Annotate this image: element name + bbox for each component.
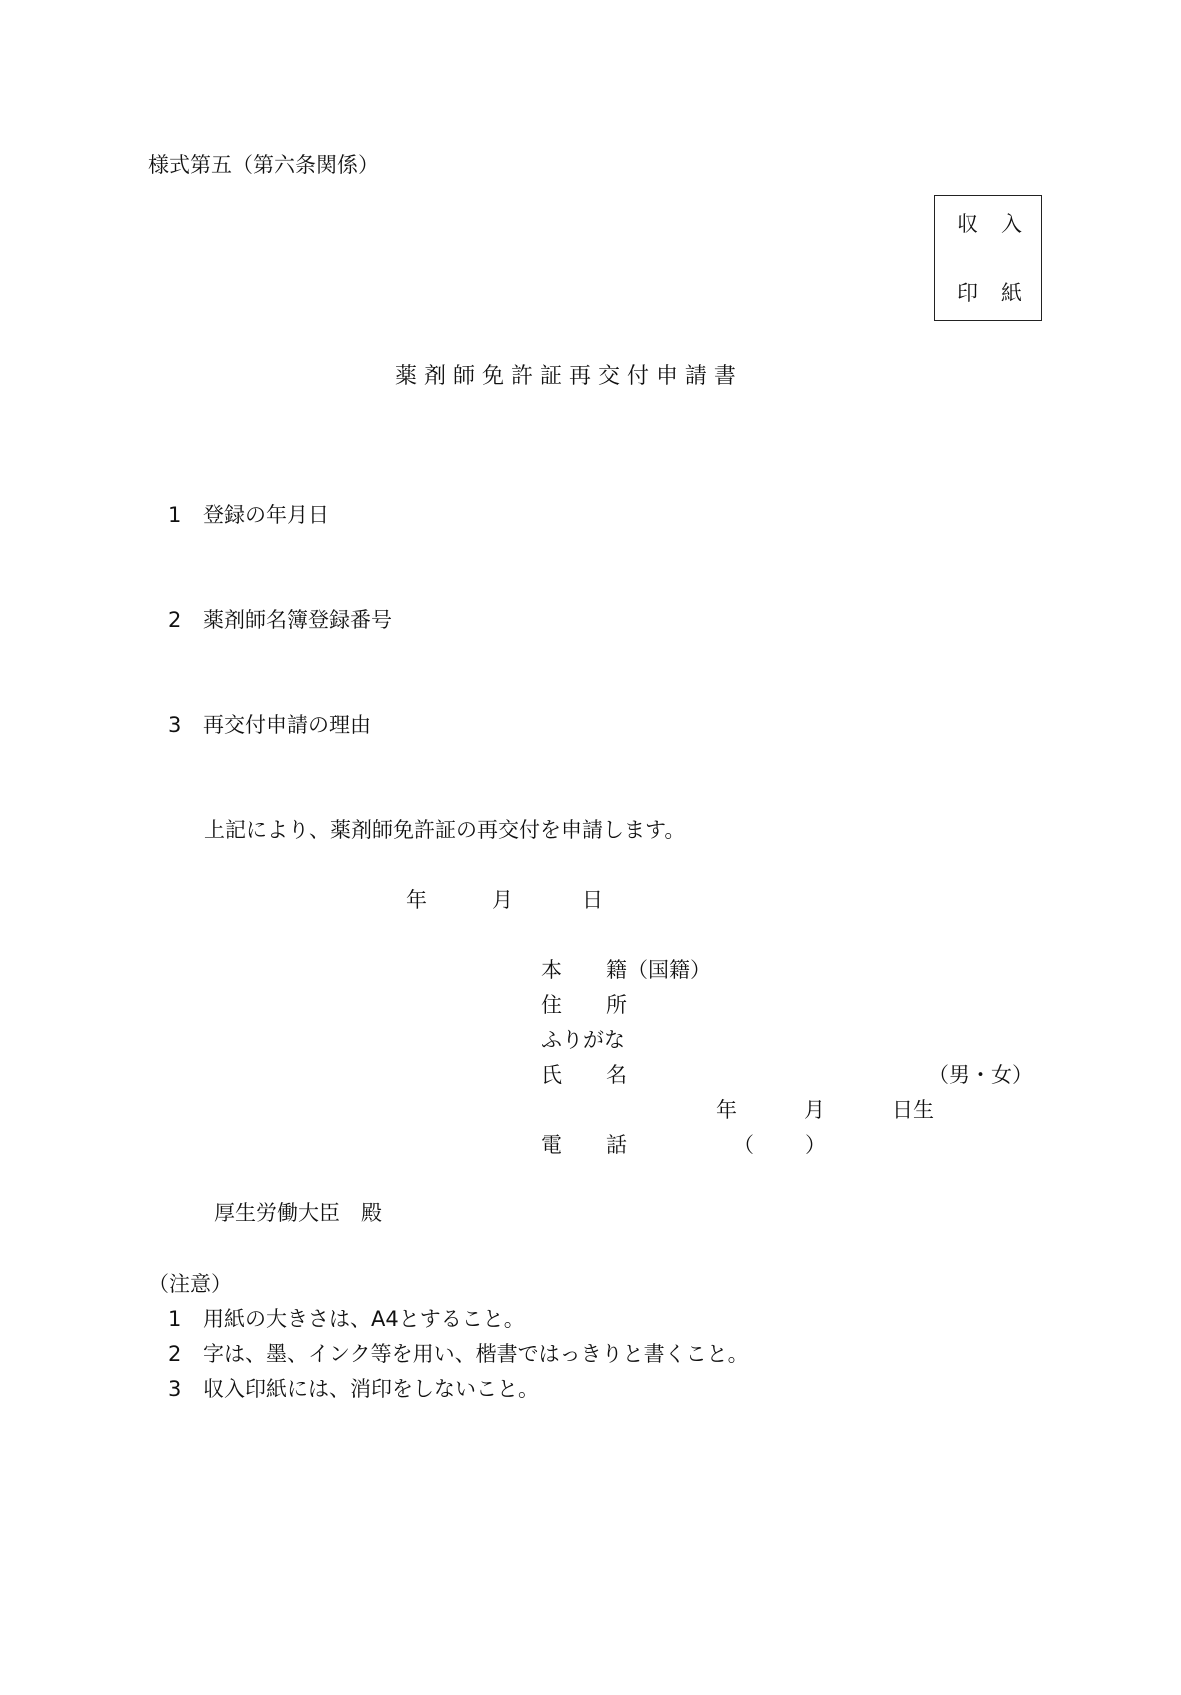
item-label: 登録の年月日 xyxy=(203,503,329,527)
furigana-label: ふりがな xyxy=(541,1028,625,1052)
name-label: 名 xyxy=(606,1063,627,1087)
date-year: 年 xyxy=(406,888,427,912)
revenue-stamp-box xyxy=(934,195,1042,321)
stamp-char: 入 xyxy=(1001,212,1022,236)
phone-label: 話 xyxy=(606,1133,627,1157)
phone-paren: ） xyxy=(805,1133,826,1157)
stamp-char: 印 xyxy=(957,281,978,305)
address-label: 住 xyxy=(541,993,562,1017)
page-title: 薬 剤 師 免 許 証 再 交 付 申 請 書 xyxy=(395,364,736,389)
item-number: 1 xyxy=(168,503,182,527)
addressee: 厚生労働大臣 殿 xyxy=(214,1201,382,1225)
stamp-char: 紙 xyxy=(1001,281,1022,305)
birth-day: 日生 xyxy=(892,1098,934,1122)
item-label: 再交付申請の理由 xyxy=(203,713,371,737)
honseki-label: 籍（国籍） xyxy=(606,958,711,982)
note-number: 2 xyxy=(168,1342,182,1366)
phone-label: 電 xyxy=(541,1133,562,1157)
birth-month: 月 xyxy=(804,1098,825,1122)
note-text: 用紙の大きさは、A4とすること。 xyxy=(203,1307,525,1331)
note-number: 3 xyxy=(168,1377,182,1401)
form-number: 様式第五（第六条関係） xyxy=(148,153,379,177)
note-text: 収入印紙には、消印をしないこと。 xyxy=(203,1377,539,1401)
gender-field: （男・女） xyxy=(928,1063,1033,1087)
birth-year: 年 xyxy=(716,1098,737,1122)
name-label: 氏 xyxy=(541,1063,562,1087)
honseki-label: 本 xyxy=(541,958,562,982)
phone-paren: （ xyxy=(733,1133,754,1157)
item-number: 2 xyxy=(168,608,182,632)
stamp-char: 収 xyxy=(957,212,978,236)
statement: 上記により、薬剤師免許証の再交付を申請します。 xyxy=(204,818,686,842)
address-label: 所 xyxy=(606,993,627,1017)
item-number: 3 xyxy=(168,713,182,737)
note-text: 字は、墨、インク等を用い、楷書ではっきりと書くこと。 xyxy=(203,1342,749,1366)
notes-header: （注意） xyxy=(148,1272,232,1296)
date-month: 月 xyxy=(492,888,513,912)
item-label: 薬剤師名簿登録番号 xyxy=(203,608,392,632)
note-number: 1 xyxy=(168,1307,182,1331)
date-day: 日 xyxy=(582,888,603,912)
